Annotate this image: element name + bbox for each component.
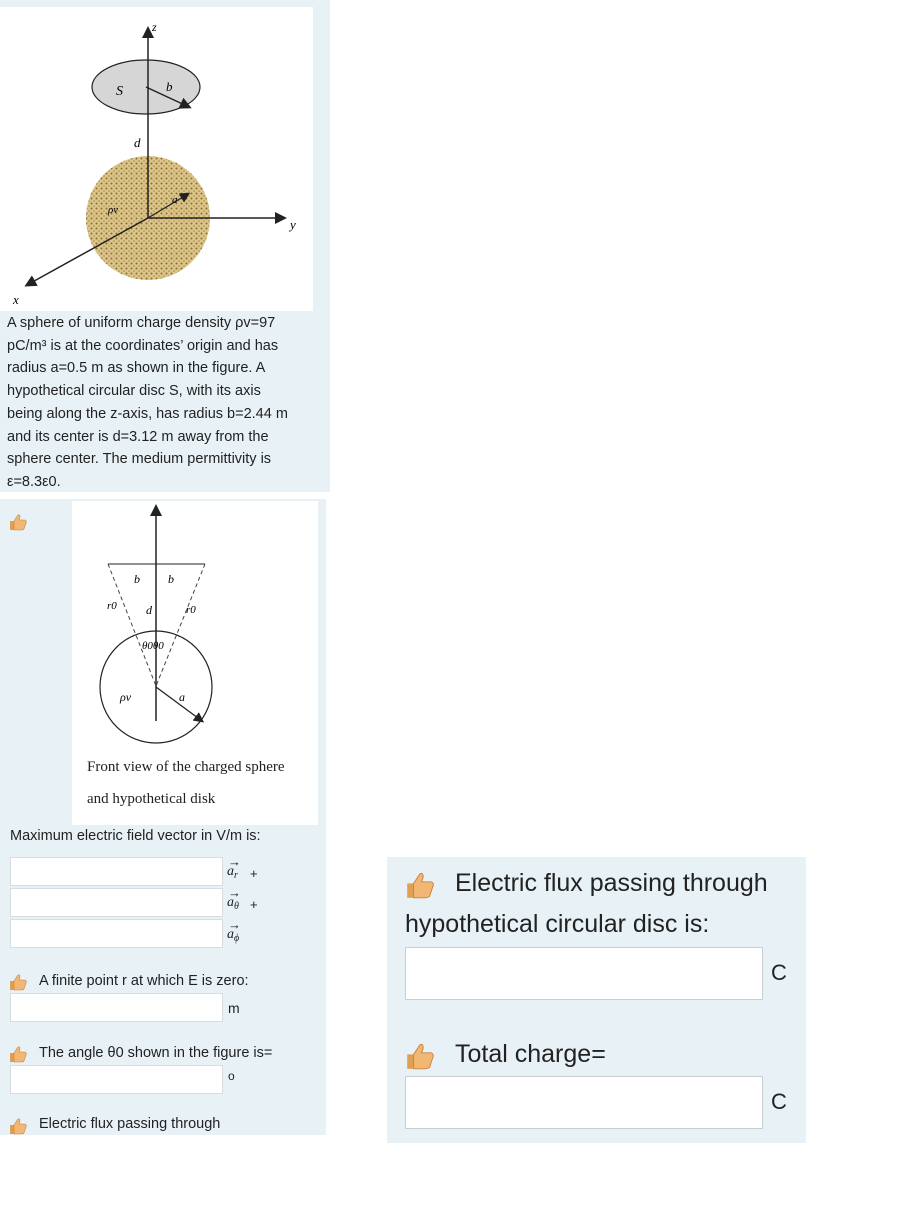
figure-front-svg [72, 501, 318, 825]
unit-vector-ar: → $a_r$ [227, 854, 241, 881]
label-x: x [13, 292, 19, 307]
unit-vector-atheta: → $a_\theta$ [227, 885, 241, 912]
thumbs-up-icon [8, 973, 28, 991]
finite-point-unit: m [228, 1000, 240, 1016]
problem-line: pC/m³ is at the coordinates’ origin and has [7, 337, 279, 354]
figure-3d-sphere-disc [0, 7, 313, 311]
total-charge-unit: C [771, 1089, 787, 1114]
cone-line-left [108, 564, 156, 686]
question-max-field-label: Maximum electric field vector in V/m is: [10, 828, 261, 844]
flux-question-line1: Electric flux passing through [455, 869, 768, 897]
field-ar-input[interactable] [10, 857, 223, 886]
label-z: z [152, 20, 157, 34]
question-flux-label: Electric flux passing through [39, 1116, 221, 1132]
label-b-right: b [168, 572, 174, 586]
label-rho: ρv [120, 690, 132, 704]
thumbs-up-icon [8, 1117, 28, 1135]
thumbs-up-icon [404, 870, 436, 900]
field-atheta-input[interactable] [10, 888, 223, 917]
field-aphi-input[interactable] [10, 919, 223, 948]
label-theta: θ0θ0 [142, 640, 164, 652]
label-b: b [166, 79, 173, 94]
questions-panel [0, 499, 326, 1135]
label-b-left: b [134, 572, 140, 586]
unit-vector-aphi: → $a_\phi$ [227, 917, 241, 944]
flux-unit: C [771, 960, 787, 985]
total-charge-input[interactable] [405, 1076, 763, 1129]
problem-statement [7, 312, 307, 494]
thumbs-up-icon [8, 1045, 28, 1063]
plus-sign: + [250, 897, 258, 912]
thumbs-up-icon [404, 1041, 436, 1071]
label-y: y [290, 217, 296, 232]
label-d: d [134, 135, 141, 150]
finite-point-input[interactable] [10, 993, 223, 1022]
problem-line: being along the z-axis, has radius b=2.44 m [7, 405, 288, 422]
label-r0-right: r0 [186, 604, 196, 616]
label-r0-left: r0 [107, 600, 117, 612]
figure-caption-line2: and hypothetical disk [87, 791, 216, 807]
plus-sign: + [250, 866, 258, 881]
problem-line: ε=8.3ε0. [7, 473, 61, 490]
problem-panel [0, 0, 330, 492]
angle-input[interactable] [10, 1065, 223, 1094]
angle-unit: o [228, 1069, 235, 1083]
problem-line: hypothetical circular disc S, with its axis [7, 383, 261, 400]
figure-3d-svg [0, 7, 313, 311]
question-finite-point-label: A finite point r at which E is zero: [39, 973, 249, 989]
problem-line: radius a=0.5 m as shown in the figure. A [7, 360, 266, 377]
label-rho: ρv [108, 204, 119, 216]
thumbs-up-icon [8, 513, 28, 531]
label-a: a [172, 194, 178, 206]
label-s: S [116, 84, 123, 99]
label-a: a [179, 690, 185, 704]
cone-line-right [156, 564, 205, 686]
zoomed-questions-panel [387, 857, 806, 1143]
problem-line: and its center is d=3.12 m away from the [7, 428, 269, 445]
label-d: d [146, 603, 152, 617]
problem-line: A sphere of uniform charge density ρv=97 [7, 315, 276, 331]
total-charge-label: Total charge= [455, 1040, 606, 1068]
figure-caption-line1: Front view of the charged sphere [87, 759, 285, 775]
question-angle-label: The angle θ0 shown in the figure is= [39, 1045, 273, 1061]
problem-line: sphere center. The medium permittivity is [7, 451, 272, 468]
figure-front-view [72, 501, 318, 825]
flux-input[interactable] [405, 947, 763, 1000]
flux-question-line2: hypothetical circular disc is: [405, 910, 710, 938]
